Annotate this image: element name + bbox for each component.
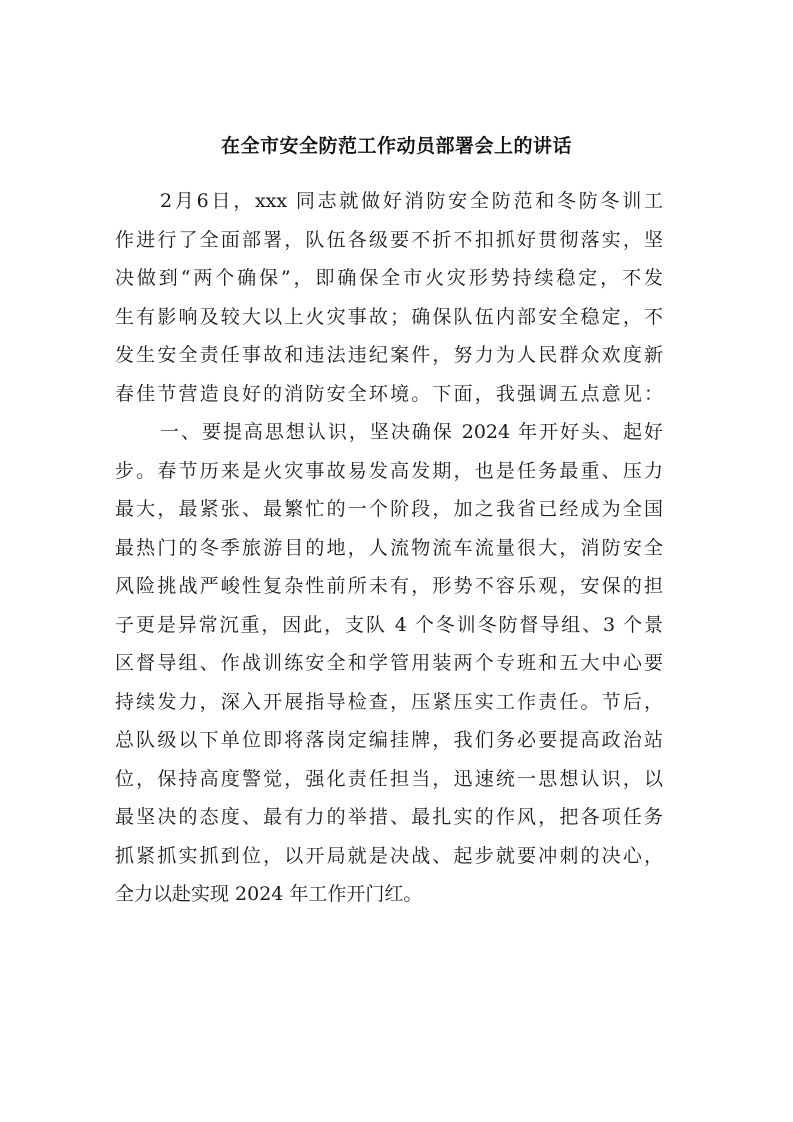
paragraph-line: 最大，最紧张、最繁忙的一个阶段，加之我省已经成为全国 — [115, 498, 663, 520]
paragraph-line: 全力以赴实现 2024 年工作开门红。 — [115, 883, 423, 905]
paragraph-line: 区督导组、作战训练安全和学管用装两个专班和五大中心要 — [115, 652, 663, 674]
paragraph-line: 持续发力，深入开展指导检查，压紧压实工作责任。节后， — [115, 690, 663, 713]
paragraph-line: 最坚决的态度、最有力的举措、最扎实的作风，把各项任务 — [115, 806, 663, 828]
paragraph-line: 决做到“两个确保”，即确保全市火灾形势持续稳定，不发 — [115, 267, 663, 289]
paragraph-line: 子更是异常沉重，因此，支队 4 个冬训冬防督导组、3 个景 — [115, 613, 663, 636]
paragraph-line: 位，保持高度警觉，强化责任担当，迅速统一思想认识，以 — [115, 767, 663, 790]
paragraph-line: 作进行了全面部署，队伍各级要不折不扣抓好贯彻落实，坚 — [115, 228, 663, 251]
paragraph-line: 一、要提高思想认识，坚决确保 2024 年开好头、起好 — [160, 421, 663, 443]
paragraph-line: 最热门的冬季旅游目的地，人流物流车流量很大，消防安全 — [115, 536, 663, 559]
paragraph-2 — [115, 413, 663, 914]
paragraph-line: 步。春节历来是火灾事故易发高发期，也是任务最重、压力 — [115, 459, 663, 482]
paragraph-line: 风险挑战严峻性复杂性前所未有，形势不容乐观，安保的担 — [115, 575, 663, 597]
paragraph-1 — [115, 182, 663, 413]
document-title: 在全市安全防范工作动员部署会上的讲话 — [220, 135, 572, 157]
paragraph-line: 抓紧抓实抓到位，以开局就是决战、起步就要冲刺的决心， — [115, 844, 663, 867]
paragraph-line: 总队级以下单位即将落岗定编挂牌，我们务必要提高政治站 — [115, 729, 663, 751]
document-body — [115, 182, 663, 914]
paragraph-line: 生有影响及较大以上火灾事故；确保队伍内部安全稳定，不 — [115, 305, 663, 328]
paragraph-line: 春佳节营造良好的消防安全环境。下面，我强调五点意见： — [115, 382, 663, 405]
paragraph-line: 发生安全责任事故和违法违纪案件，努力为人民群众欢度新 — [115, 344, 663, 366]
paragraph-line: 2月6日，xxx 同志就做好消防安全防范和冬防冬训工 — [160, 190, 663, 212]
